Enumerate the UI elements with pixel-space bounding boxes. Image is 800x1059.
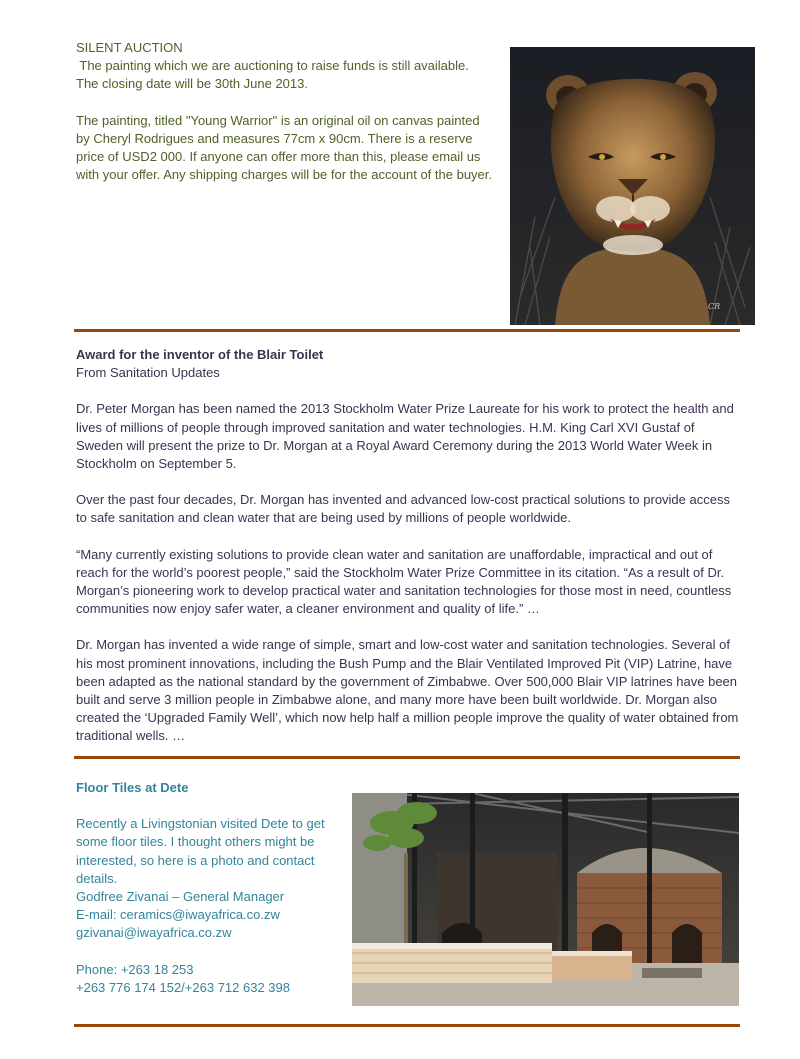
auction-title: SILENT AUCTION xyxy=(76,40,183,55)
section-divider xyxy=(74,329,740,332)
svg-text:CR: CR xyxy=(708,302,721,311)
auction-description: The painting, titled "Young Warrior" is an original oil on canvas painted by Cheryl Rodrigues and measures 77cm x 90cm. There is a reserve price of USD2 000. If anyone can offer more than this, please email us with your offer. Any shipping charges will be for the account of the buyer. xyxy=(76,112,493,183)
award-paragraph-4: Dr. Morgan has invented a wide range of simple, smart and low-cost water and sanitation technologies. Several of his most prominent innovations, including the Bush Pump and the Blair Ventilated Improved Pit (VIP) Latrine, have been adapted as the national standard by the government of Zimbabwe. Over 500,000 Blair VIP latrines have been built and serve 3 million people in Zimbabwe alone, and many more have been built worldwide. Dr. Morgan also created the ‘Upgraded Family Well’, which now help half a million people improve the quality of water obtained from traditional wells. … xyxy=(76,637,739,744)
auction-section xyxy=(76,39,496,184)
lion-painting-image xyxy=(510,47,755,325)
tiles-heading: Floor Tiles at Dete xyxy=(76,780,189,795)
contact-name: Godfree Zivanai – General Manager xyxy=(76,889,285,905)
tiles-section xyxy=(76,779,344,997)
auction-line-1: The painting which we are auctioning to raise funds is still available. xyxy=(76,58,469,74)
award-heading: Award for the inventor of the Blair Toilet xyxy=(76,347,324,362)
contact-phone-2: +263 776 174 152/+263 712 632 398 xyxy=(76,979,290,995)
section-divider xyxy=(74,756,740,759)
contact-email-1: E-mail: ceramics@iwayafrica.co.zw xyxy=(76,907,280,923)
award-paragraph-2: Over the past four decades, Dr. Morgan has invented and advanced low-cost practical solutions to provide access to safe sanitation and clean water that are being used by millions of people worldwide. xyxy=(76,492,730,526)
award-paragraph-1: Dr. Peter Morgan has been named the 2013 Stockholm Water Prize Laureate for his work to protect the health and lives of millions of people through improved sanitation and water technologies. H.M. King Carl XVI Gustaf of Sweden will present the prize to Dr. Morgan at a Royal Award Ceremony during the 2013 World Water Week in Stockholm on September 5. xyxy=(76,401,734,472)
section-divider xyxy=(74,1024,740,1027)
award-section xyxy=(76,346,744,746)
kiln-photo-image xyxy=(352,793,739,1006)
auction-line-2: The closing date will be 30th June 2013. xyxy=(76,76,308,92)
tiles-intro: Recently a Livingstonian visited Dete to get some floor tiles. I thought others might be interested, so here is a photo and contact details. xyxy=(76,816,325,886)
award-source: From Sanitation Updates xyxy=(76,365,220,381)
award-paragraph-3: “Many currently existing solutions to provide clean water and sanitation are unaffordable, impractical and out of reach for the world’s poorest people,” said the Stockholm Water Prize Committee in its citation. “As a result of Dr. Morgan’s pioneering work to develop practical water and sanitation technologies for those most in need, countless communities now enjoy safer water, a cleaner environment and quality of life.” … xyxy=(76,546,732,617)
contact-phone-1: Phone: +263 18 253 xyxy=(76,961,194,977)
contact-email-2: gzivanai@iwayafrica.co.zw xyxy=(76,925,232,941)
